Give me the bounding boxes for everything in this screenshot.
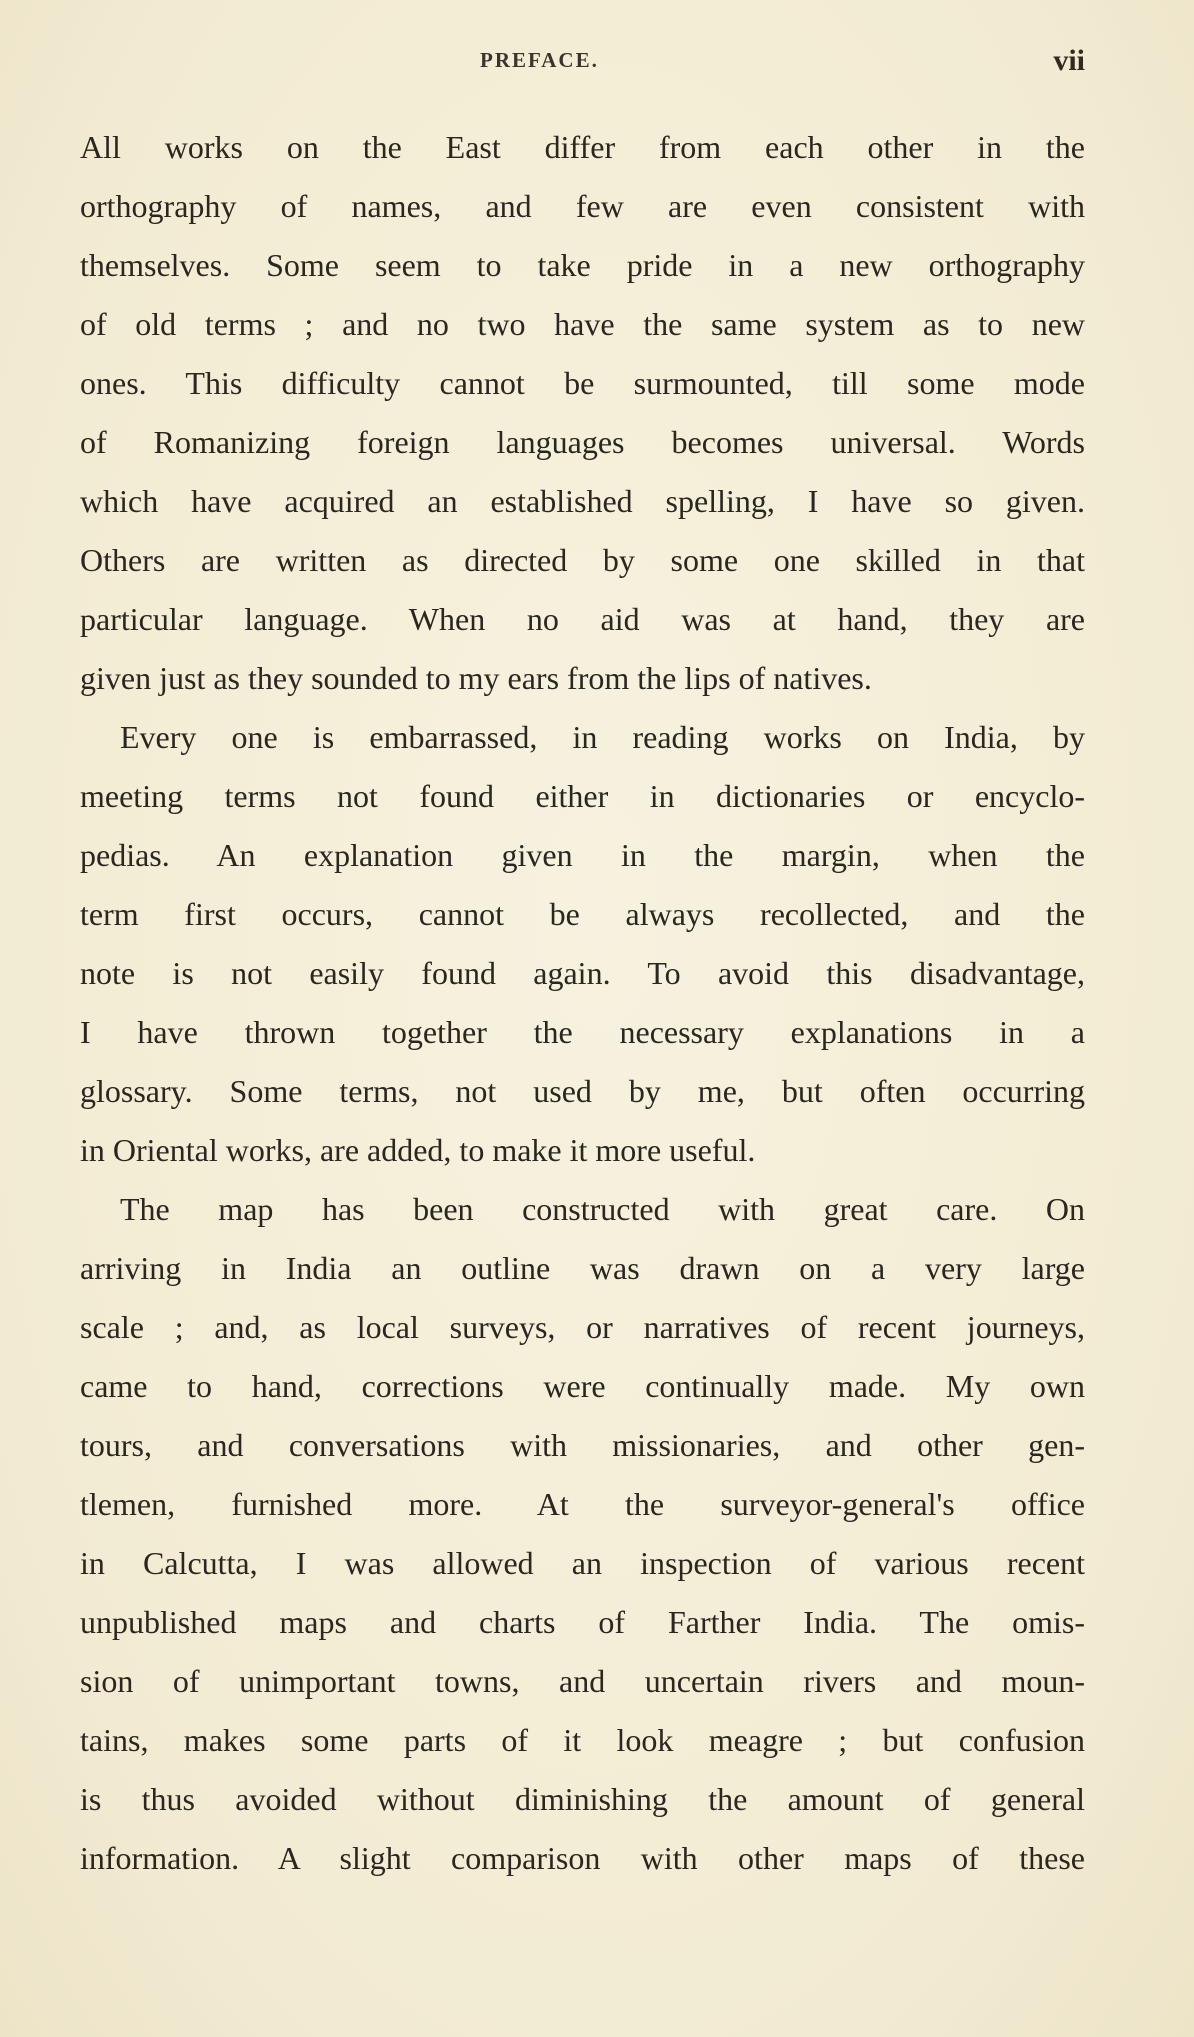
text-line: All works on the East differ from each other in the	[80, 129, 1085, 165]
text-line: The map has been constructed with great care. On	[120, 1191, 1085, 1227]
text-line: in Calcutta, I was allowed an inspection of various recent	[80, 1545, 1085, 1581]
text-line: term first occurs, cannot be always recollected, and the	[80, 896, 1085, 932]
text-line: of Romanizing foreign languages becomes universal. Words	[80, 424, 1085, 460]
text-line: tlemen, furnished more. At the surveyor-general's office	[80, 1486, 1085, 1522]
text-line: of old terms ; and no two have the same system as to new	[80, 306, 1085, 342]
text-line: in Oriental works, are added, to make it more useful.	[80, 1132, 756, 1168]
text-line: unpublished maps and charts of Farther India. The omis-	[80, 1604, 1085, 1640]
text-line: meeting terms not found either in dictionaries or encyclo-	[80, 778, 1085, 814]
text-line: orthography of names, and few are even consistent with	[80, 188, 1085, 224]
text-line: scale ; and, as local surveys, or narratives of recent journeys,	[80, 1309, 1085, 1345]
text-line: came to hand, corrections were continually made. My own	[80, 1368, 1085, 1404]
text-line: ones. This difficulty cannot be surmounted, till some mode	[80, 365, 1085, 401]
text-line: tains, makes some parts of it look meagre ; but confusion	[80, 1722, 1085, 1758]
text-line: arriving in India an outline was drawn on a very large	[80, 1250, 1085, 1286]
text-line: particular language. When no aid was at hand, they are	[80, 601, 1085, 637]
running-title: PREFACE.	[480, 48, 599, 72]
text-line: given just as they sounded to my ears from the lips of natives.	[80, 660, 872, 696]
text-line: Others are written as directed by some one skilled in that	[80, 542, 1085, 578]
text-line: themselves. Some seem to take pride in a new orthography	[80, 247, 1085, 283]
text-line: glossary. Some terms, not used by me, but often occurring	[80, 1073, 1085, 1109]
running-head	[80, 42, 1085, 82]
text-line: Every one is embarrassed, in reading works on India, by	[120, 719, 1085, 755]
text-line: note is not easily found again. To avoid this disadvantage,	[80, 955, 1085, 991]
text-line: sion of unimportant towns, and uncertain rivers and moun-	[80, 1663, 1085, 1699]
text-line: pedias. An explanation given in the margin, when the	[80, 837, 1085, 873]
text-line: tours, and conversations with missionaries, and other gen-	[80, 1427, 1085, 1463]
text-line: information. A slight comparison with other maps of these	[80, 1840, 1085, 1876]
body-text	[80, 118, 1085, 1888]
text-line: is thus avoided without diminishing the amount of general	[80, 1781, 1085, 1817]
page-number: vii	[1053, 44, 1085, 77]
text-line: which have acquired an established spelling, I have so given.	[80, 483, 1085, 519]
text-line: I have thrown together the necessary explanations in a	[80, 1014, 1085, 1050]
